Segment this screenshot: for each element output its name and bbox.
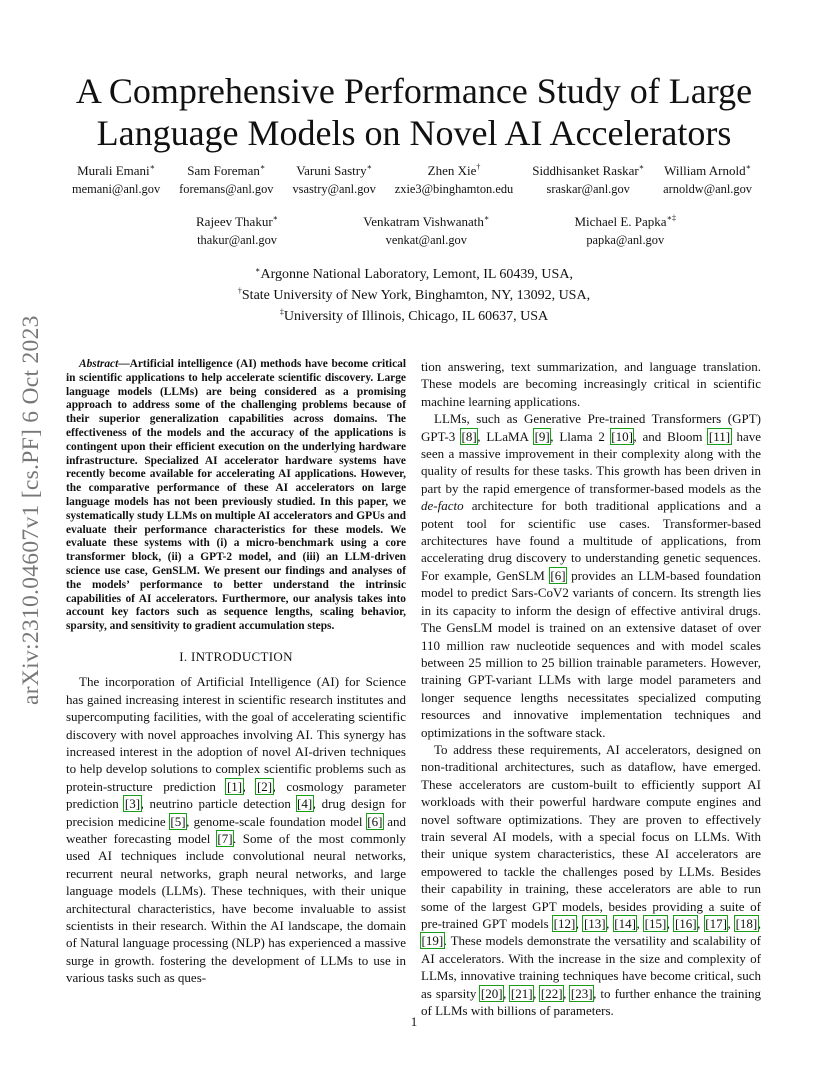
affiliation: ‡University of Illinois, Chicago, IL 60637, USA bbox=[279, 307, 549, 324]
authors-row-1 bbox=[72, 162, 752, 198]
left-column bbox=[66, 358, 406, 987]
arxiv-id: arXiv:2310.04607v1 [cs.PF] 6 Oct 2023 bbox=[18, 315, 44, 705]
title-line-2: Language Models on Novel AI Accelerators bbox=[96, 113, 732, 153]
citation-link[interactable]: [18] bbox=[735, 916, 758, 931]
intro-paragraph-continued: tion answering, text summarization, and language translation. These models are becoming increasingly critical in scientific machine learning applications. bbox=[421, 359, 761, 409]
citation-link[interactable]: [1] bbox=[226, 778, 243, 794]
citation-link[interactable]: [3] bbox=[124, 796, 141, 812]
citation-link[interactable]: [13] bbox=[583, 916, 606, 931]
author: Rajeev Thakur∗ thakur@anl.gov bbox=[196, 213, 279, 247]
citation-link[interactable]: [12] bbox=[553, 916, 576, 931]
right-column bbox=[421, 358, 761, 1019]
author: Venkatram Vishwanath∗ venkat@anl.gov bbox=[363, 213, 490, 247]
author-email[interactable]: papka@anl.gov bbox=[586, 233, 665, 247]
author-email[interactable]: foremans@anl.gov bbox=[179, 182, 274, 196]
citation-link[interactable]: [9] bbox=[534, 428, 550, 444]
citation-link[interactable]: [23] bbox=[570, 985, 593, 1001]
citation-link[interactable]: [11] bbox=[708, 428, 731, 444]
page-number: 1 bbox=[410, 1014, 418, 1029]
title-line-1: A Comprehensive Performance Study of Large bbox=[75, 71, 753, 111]
abstract: Abstract—Artificial intelligence (AI) methods have become critical in scientific applications to help accelerate scientific discovery. Large language models (LLMs) are being considered as a promising approach to address some of the challenging problems because of their superior generalization capabilities across domains. The effectiveness of the models and the accuracy of the applications is contingent upon their efficient execution on the underlying hardware infrastructure. Specialized AI accelerator hardware systems have recently become available for accelerating AI applications. However, the comparative performance of these AI accelerators on large language models has not been previously studied. In this paper, we systematically study LLMs on multiple AI accelerators and GPUs and evaluate their performance characteristics for these models. We evaluate these systems with (i) a micro-benchmark using a core transformer block, (ii) a GPT-2 model, and (iii) an LLM-driven science use case, GenSLM. We present our findings and analyses of the models’ performance to better understand the intrinsic capabilities of AI accelerators. Furthermore, our analysis takes into account key factors such as sequence lengths, scaling behavior, sparsity, and sensitivity to gradient accumulation steps. bbox=[66, 358, 406, 633]
author: Michael E. Papka∗‡ papka@anl.gov bbox=[574, 213, 676, 247]
author: William Arnold∗ arnoldw@anl.gov bbox=[663, 162, 752, 196]
citation-link[interactable]: [22] bbox=[540, 985, 563, 1001]
author-email[interactable]: venkat@anl.gov bbox=[385, 233, 467, 247]
author-email[interactable]: arnoldw@anl.gov bbox=[663, 182, 752, 196]
intro-paragraph: LLMs, such as Generative Pre-trained Transformers (GPT) GPT-3 [8], LLaMA [9], Llama 2 [10], and Bloom [11] have seen a massive improvement in their complexity along with the quality of results for these tasks. This growth has been driven in part by the rapid emergence of transformer-based models as the de-facto architecture for both traditional applications and a potent tool for scientific use cases. Transformer-based architectures have found a multitude of applications, from accelerating drug discovery to understanding genetic sequences. For example, GenSLM [6] provides an LLM-based foundation model to predict Sars-CoV2 variants of concern. Its strength lies in its capacity to inform the design of effective antiviral drugs. The GensLM model is trained on an extensive dataset of over 110 million raw nucleotide sequences and with model scales between 25 million to 25 billion trainable parameters. However, training GPT-variant LLMs with large model parameters and longer sequence lengths necessitates specialized computing resources and innovative implementation techniques and optimizations in the software stack. bbox=[421, 411, 761, 740]
author: Zhen Xie† zxie3@binghamton.edu bbox=[394, 162, 514, 196]
author: Varuni Sastry∗ vsastry@anl.gov bbox=[292, 162, 376, 196]
citation-link[interactable]: [6] bbox=[550, 567, 566, 583]
citation-link[interactable]: [2] bbox=[256, 778, 273, 794]
author-email[interactable]: memani@anl.gov bbox=[72, 182, 161, 196]
affiliation: ∗Argonne National Laboratory, Lemont, IL 60439, USA, bbox=[255, 265, 573, 282]
citation-link[interactable]: [17] bbox=[705, 916, 727, 931]
section-heading: I. INTRODUCTION bbox=[179, 648, 293, 664]
citation-link[interactable]: [7] bbox=[217, 831, 233, 846]
authors-row-2 bbox=[196, 213, 676, 249]
citation-link[interactable]: [10] bbox=[611, 428, 633, 444]
author: Murali Emani∗ memani@anl.gov bbox=[72, 162, 161, 196]
paper-title bbox=[60, 70, 768, 154]
citation-link[interactable]: [4] bbox=[297, 796, 313, 812]
citation-link[interactable]: [16] bbox=[674, 916, 697, 931]
citation-link[interactable]: [20] bbox=[480, 985, 503, 1001]
author-email[interactable]: vsastry@anl.gov bbox=[292, 182, 376, 196]
citation-link[interactable]: [14] bbox=[614, 916, 636, 931]
citation-link[interactable]: [6] bbox=[367, 813, 383, 829]
citation-link[interactable]: [8] bbox=[461, 428, 477, 444]
author-email[interactable]: zxie3@binghamton.edu bbox=[394, 182, 514, 196]
citation-link[interactable]: [21] bbox=[510, 985, 533, 1001]
intro-paragraph: The incorporation of Artificial Intelligence (AI) for Science has gained increasing interest in scientific research institutes and supercomputing facilities, with the goal of accelerating scientific discovery with novel approaches involving AI. This synergy has increased interest in the adoption of novel AI-driven techniques to help develop solutions to complex scientific problems such as protein-structure prediction [1], [2], cosmology parameter prediction [3], neutrino particle detection [4], drug design for precision medicine [5], genome-scale foundation model [6] and weather forecasting model [7]. Some of the most commonly used AI techniques include convolutional neural networks, recurrent neural networks, graph neural networks, and large language models (LLMs). These techniques, with their unique architectural characteristics, have become invaluable to assist scientists in their research. Within the AI landscape, the domain of Natural language processing (NLP) has experienced a massive surge in growth. fostering the development of LLMs to use in various tasks such as ques- bbox=[66, 674, 407, 986]
affiliations bbox=[150, 264, 678, 327]
author: Siddhisanket Raskar∗ sraskar@anl.gov bbox=[532, 162, 645, 196]
citation-link[interactable]: [15] bbox=[644, 916, 667, 931]
author-email[interactable]: sraskar@anl.gov bbox=[546, 182, 630, 196]
author: Sam Foreman∗ foremans@anl.gov bbox=[179, 162, 274, 196]
citation-link[interactable]: [5] bbox=[170, 813, 186, 829]
intro-paragraph: To address these requirements, AI accelerators, designed on non-traditional architectures, such as dataflow, have emerged. These accelerators are custom-built to efficiently support AI workloads with their powerful hardware compute engines and novel software optimizations. They are proven to effectively train several AI models, with a special focus on LLMs. With their unique system characteristics, these AI accelerators are empowered to tackle the challenges posed by LLMs. Besides their capability in training, these accelerators are able to run some of the largest GPT models, besides providing a suite of pre-trained GPT models [12], [13], [14], [15], [16], [17], [18], [19]. These models demonstrate the versatility and scalability of AI accelerators. With the increase in the size and complexity of LLMs, innovative training techniques have become critical, such as sparsity [20], [21], [22], [23], to further enhance the training of LLMs with billions of parameters. bbox=[421, 741, 762, 1019]
emphasis-text: de-facto bbox=[421, 498, 464, 514]
affiliation: †State University of New York, Binghamton, NY, 13092, USA, bbox=[237, 286, 591, 303]
author-email[interactable]: thakur@anl.gov bbox=[197, 233, 277, 247]
citation-link[interactable]: [19] bbox=[421, 933, 444, 949]
